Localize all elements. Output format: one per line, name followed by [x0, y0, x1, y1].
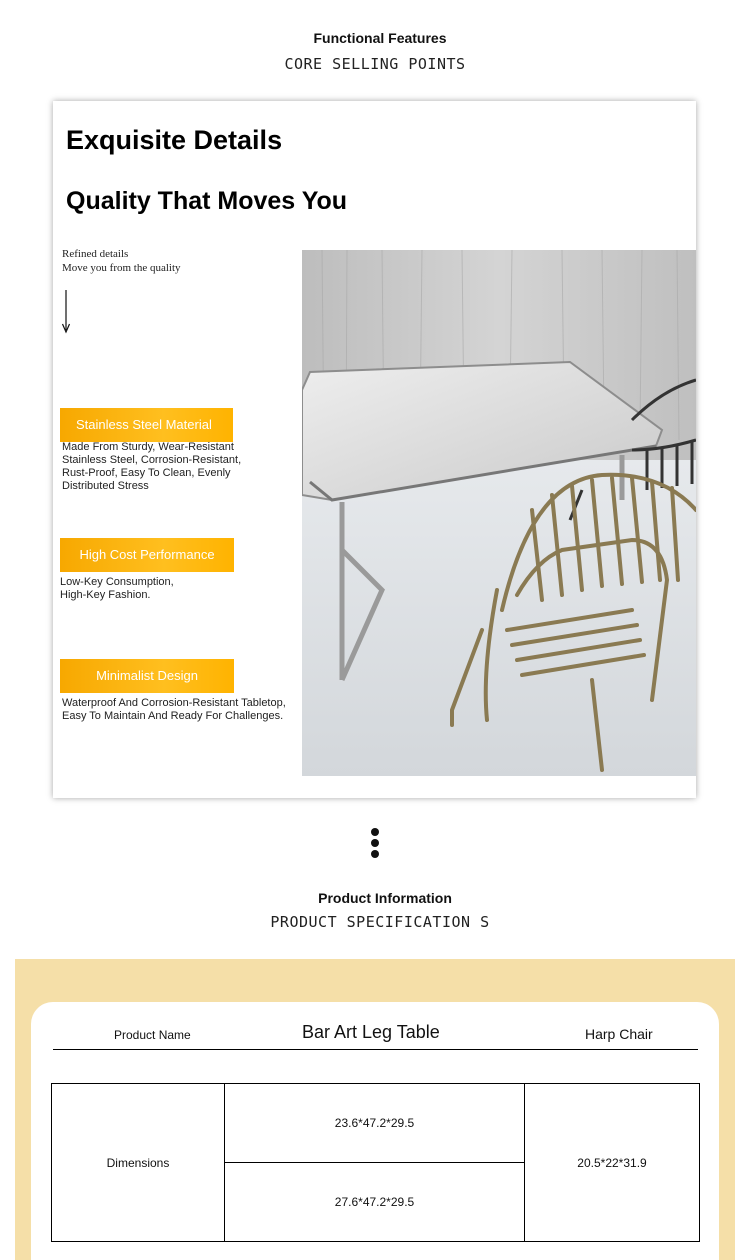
heading-quality: Quality That Moves You [66, 187, 348, 215]
feature-desc-minimalist [62, 697, 286, 723]
header-divider [53, 1049, 698, 1050]
desc-line: Easy To Maintain And Ready For Challenges. [62, 710, 284, 722]
intro-line-2: Move you from the quality [62, 262, 181, 274]
spec-table [51, 1083, 700, 1242]
feature-desc-stainless [62, 441, 241, 493]
section-subtitle-product-info: PRODUCT SPECIFICATION S [270, 913, 490, 931]
table-dim-2: 27.6*47.2*29.5 [225, 1163, 525, 1242]
table-dim-1: 23.6*47.2*29.5 [225, 1084, 525, 1163]
header-harp-chair: Harp Chair [585, 1026, 653, 1042]
badge-minimalist-design: Minimalist Design [60, 659, 234, 693]
desc-line: Waterproof And Corrosion-Resistant Tabletop, [62, 697, 286, 709]
intro-text [62, 247, 181, 275]
badge-stainless-steel: Stainless Steel Material [60, 408, 233, 442]
section-title: Functional Features [313, 30, 447, 46]
desc-line: Distributed Stress [62, 480, 149, 492]
desc-line: Rust-Proof, Easy To Clean, Evenly [62, 467, 231, 479]
feature-desc-cost [60, 576, 174, 602]
desc-line: Made From Sturdy, Wear-Resistant [62, 441, 234, 453]
vertical-dots-icon [370, 828, 380, 861]
intro-line-1: Refined details [62, 248, 129, 260]
desc-line: High-Key Fashion. [60, 589, 151, 601]
chair-dim: 20.5*22*31.9 [525, 1084, 700, 1242]
badge-cost-performance: High Cost Performance [60, 538, 234, 572]
section-title-product-info: Product Information [318, 890, 452, 906]
heading-exquisite-details: Exquisite Details [66, 125, 283, 155]
header-product-name: Product Name [114, 1028, 191, 1042]
desc-line: Stainless Steel, Corrosion-Resistant, [62, 454, 242, 466]
table-and-chair-illustration [302, 250, 696, 776]
row-label-dimensions: Dimensions [52, 1084, 225, 1242]
product-photo [302, 250, 696, 776]
header-bar-art-leg-table: Bar Art Leg Table [302, 1022, 440, 1042]
section-subtitle: CORE SELLING POINTS [284, 55, 466, 73]
desc-line: Low-Key Consumption, [60, 576, 174, 588]
down-arrow-icon [61, 290, 71, 334]
